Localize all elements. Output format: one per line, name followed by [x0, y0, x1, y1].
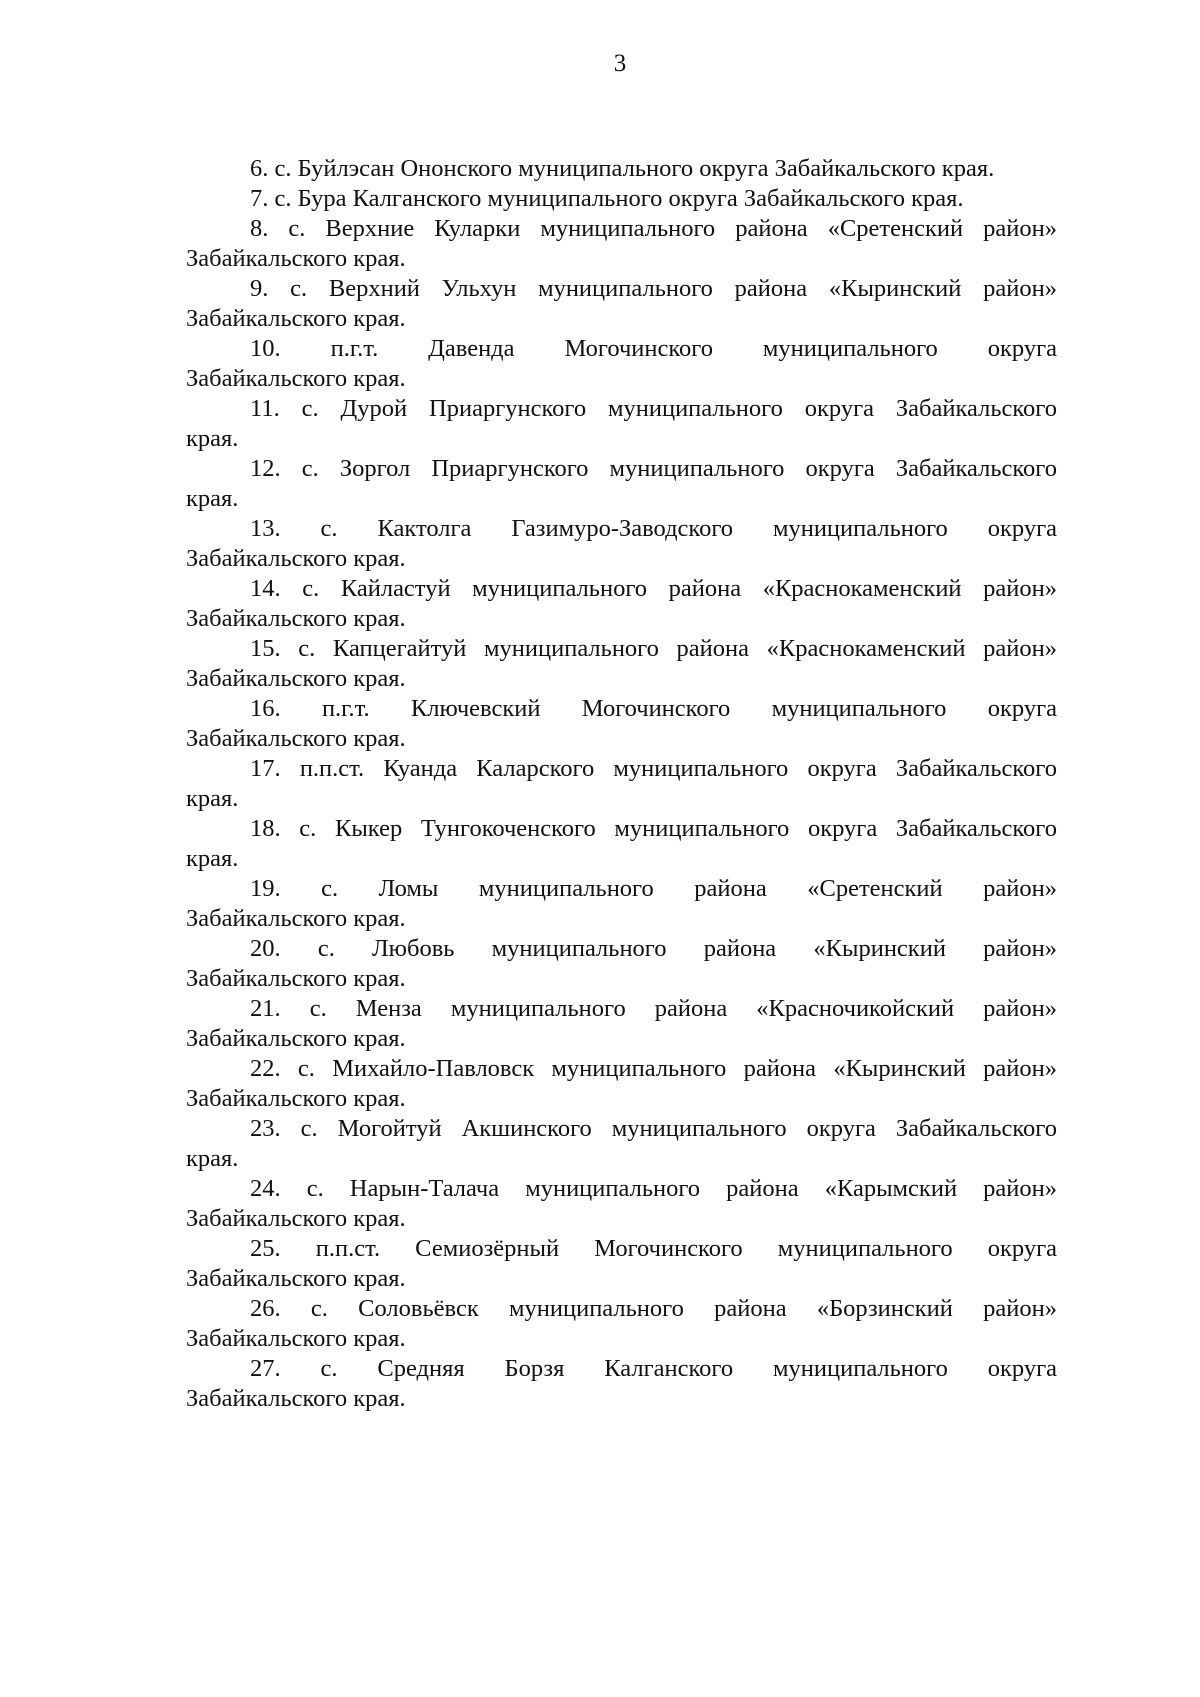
page-number: 3	[613, 50, 627, 77]
list-item-text: 14. с. Кайластуй муниципального района «Краснокаменский район»	[250, 575, 1057, 602]
list-item-continuation: Забайкальского края.	[186, 305, 406, 332]
list-item-continuation: края.	[186, 485, 239, 512]
list-item	[186, 1294, 1057, 1354]
list-item-text: 8. с. Верхние Куларки муниципального района «Сретенский район»	[250, 215, 1057, 242]
list-item-text: 23. с. Могойтуй Акшинского муниципального округа Забайкальского	[250, 1115, 1057, 1142]
list-item	[186, 994, 1057, 1054]
list-item-text: 20. с. Любовь муниципального района «Кыринский район»	[250, 935, 1057, 962]
list-item-text: 19. с. Ломы муниципального района «Сретенский район»	[250, 875, 1057, 902]
list-item-continuation: Забайкальского края.	[186, 965, 406, 992]
list-item-continuation: Забайкальского края.	[186, 1265, 406, 1292]
list-item-text: 21. с. Менза муниципального района «Красночикойский район»	[250, 995, 1057, 1022]
list-item-text: 25. п.п.ст. Семиозёрный Могочинского муниципального округа	[250, 1235, 1057, 1262]
list-item	[186, 694, 1057, 754]
list-item	[186, 814, 1057, 874]
list-item	[186, 454, 1057, 514]
list-item-text: 16. п.г.т. Ключевский Могочинского муниципального округа	[250, 695, 1057, 722]
list-item	[186, 874, 1057, 934]
list-item-text: 9. с. Верхний Ульхун муниципального района «Кыринский район»	[250, 275, 1057, 302]
list-item	[186, 754, 1057, 814]
list-item	[186, 184, 1057, 214]
list-item-text: 12. с. Зоргол Приаргунского муниципального округа Забайкальского	[250, 455, 1057, 482]
list-item-continuation: Забайкальского края.	[186, 665, 406, 692]
list-item-text: 11. с. Дурой Приаргунского муниципального округа Забайкальского	[250, 395, 1057, 422]
list-item-text: 15. с. Капцегайтуй муниципального района «Краснокаменский район»	[250, 635, 1057, 662]
list-item-text: 10. п.г.т. Давенда Могочинского муниципального округа	[250, 335, 1057, 362]
list-item-continuation: края.	[186, 785, 239, 812]
list-item	[186, 634, 1057, 694]
list-item	[186, 394, 1057, 454]
list-item	[186, 1234, 1057, 1294]
list-item-continuation: края.	[186, 845, 239, 872]
list-item	[186, 514, 1057, 574]
list-item-continuation: Забайкальского края.	[186, 1085, 406, 1112]
list-item	[186, 274, 1057, 334]
list-item-text: 6. с. Буйлэсан Ононского муниципального округа Забайкальского края.	[250, 155, 995, 182]
list-item-continuation: Забайкальского края.	[186, 1205, 406, 1232]
list-item	[186, 214, 1057, 274]
list-item-continuation: Забайкальского края.	[186, 365, 406, 392]
list-item-continuation: Забайкальского края.	[186, 725, 406, 752]
list-item	[186, 1054, 1057, 1114]
list-item	[186, 1174, 1057, 1234]
list-item-continuation: Забайкальского края.	[186, 905, 406, 932]
list-item-continuation: края.	[186, 425, 239, 452]
list-item-text: 7. с. Бура Калганского муниципального округа Забайкальского края.	[250, 185, 964, 212]
list-item-continuation: Забайкальского края.	[186, 1025, 406, 1052]
list-item-text: 18. с. Кыкер Тунгокоченского муниципального округа Забайкальского	[250, 815, 1057, 842]
list-item-continuation: Забайкальского края.	[186, 245, 406, 272]
list-item-text: 26. с. Соловьёвск муниципального района «Борзинский район»	[250, 1295, 1057, 1322]
list-item-text: 17. п.п.ст. Куанда Каларского муниципального округа Забайкальского	[250, 755, 1057, 782]
list-item-continuation: Забайкальского края.	[186, 1325, 406, 1352]
list-item-continuation: Забайкальского края.	[186, 1385, 406, 1412]
list-item-text: 24. с. Нарын-Талача муниципального района «Карымский район»	[250, 1175, 1057, 1202]
list-item-text: 22. с. Михайло-Павловск муниципального района «Кыринский район»	[250, 1055, 1057, 1082]
list-item-continuation: Забайкальского края.	[186, 545, 406, 572]
list-item	[186, 1354, 1057, 1414]
list-item-text: 27. с. Средняя Борзя Калганского муниципального округа	[250, 1355, 1057, 1382]
list-item	[186, 574, 1057, 634]
list-item	[186, 334, 1057, 394]
list-item	[186, 1114, 1057, 1174]
settlement-list	[186, 154, 1057, 1414]
list-item	[186, 934, 1057, 994]
list-item-continuation: Забайкальского края.	[186, 605, 406, 632]
list-item	[186, 154, 1057, 184]
list-item-continuation: края.	[186, 1145, 239, 1172]
list-item-text: 13. с. Кактолга Газимуро-Заводского муниципального округа	[250, 515, 1057, 542]
